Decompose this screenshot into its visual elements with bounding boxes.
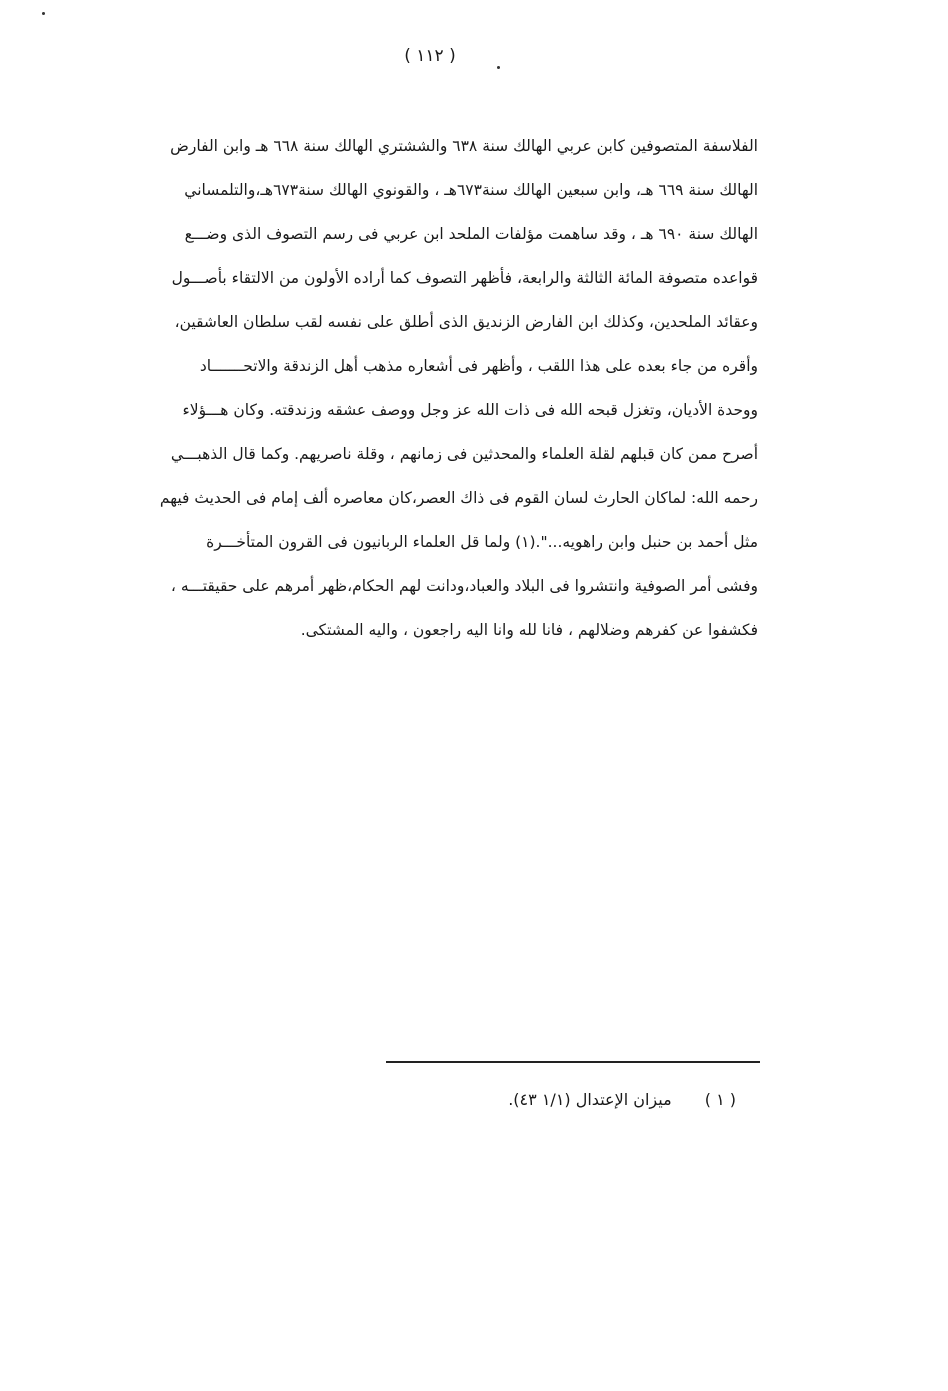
footnote-divider: [386, 1061, 760, 1063]
scan-speck: [42, 12, 45, 15]
scan-speck: [497, 66, 500, 69]
text-line: وأقره من جاء بعده على هذا اللقب ، وأظهر فى أشعاره مذهب أهل الزندقة والاتحـــــــاد: [199, 357, 758, 375]
text-line: الهالك سنة ٦٦٩ هـ، وابن سبعين الهالك سنة٦٧٣هـ ، والقونوي الهالك سنة٦٧٣هـ،والتلمساني: [184, 181, 758, 199]
text-line: ووحدة الأديان، وتغزل قبحه الله فى ذات الله عز وجل ووصف عشقه وزندقته. وكان هـــؤلاء: [182, 401, 758, 419]
text-line: وفشى أمر الصوفية وانتشروا فى البلاد والعباد،ودانت لهم الحكام،ظهر أمرهم على حقيقتـــه ،: [170, 577, 758, 595]
text-line: مثل أحمد بن حنبل وابن راهويه...".(١) ولما قل العلماء الربانيون فى القرون المتأخـــرة: [206, 533, 758, 551]
footnote-number: ( ١ ): [704, 1090, 736, 1109]
text-line: وعقائد الملحدين، وكذلك ابن الفارض الزنديق الذى أطلق على نفسه لقب سلطان العاشقين،: [174, 313, 758, 331]
text-line: قواعده متصوفة المائة الثالثة والرابعة، فأظهر التصوف كما أراده الأولون من الالتقاء بأصـــول: [171, 269, 758, 287]
text-line: رحمه الله: لماكان الحارث لسان القوم فى ذاك العصر،كان معاصره ألف إمام فى الحديث فيهم: [159, 489, 758, 507]
page-number: ( ١١٢ ): [404, 46, 456, 66]
text-line: الفلاسفة المتصوفين كابن عربي الهالك سنة ٦٣٨ والششتري الهالك سنة ٦٦٨ هـ وابن الفارض: [170, 137, 758, 155]
footnote: [420, 1090, 736, 1109]
body-text: [92, 124, 758, 652]
text-line: الهالك سنة ٦٩٠ هـ ، وقد ساهمت مؤلفات الملحد ابن عربي فى رسم التصوف الذى وضـــع: [184, 225, 758, 243]
footnote-text: ميزان الإعتدال (١/١ ٤٣).: [508, 1090, 672, 1109]
text-line: أصرح ممن كان قبلهم لقلة العلماء والمحدثين فى زمانهم ، وقلة ناصريهم. وكما قال الذهبـــي: [170, 445, 758, 463]
text-line: فكشفوا عن كفرهم وضلالهم ، فانا لله وانا اليه راجعون ، واليه المشتكى.: [300, 621, 758, 639]
